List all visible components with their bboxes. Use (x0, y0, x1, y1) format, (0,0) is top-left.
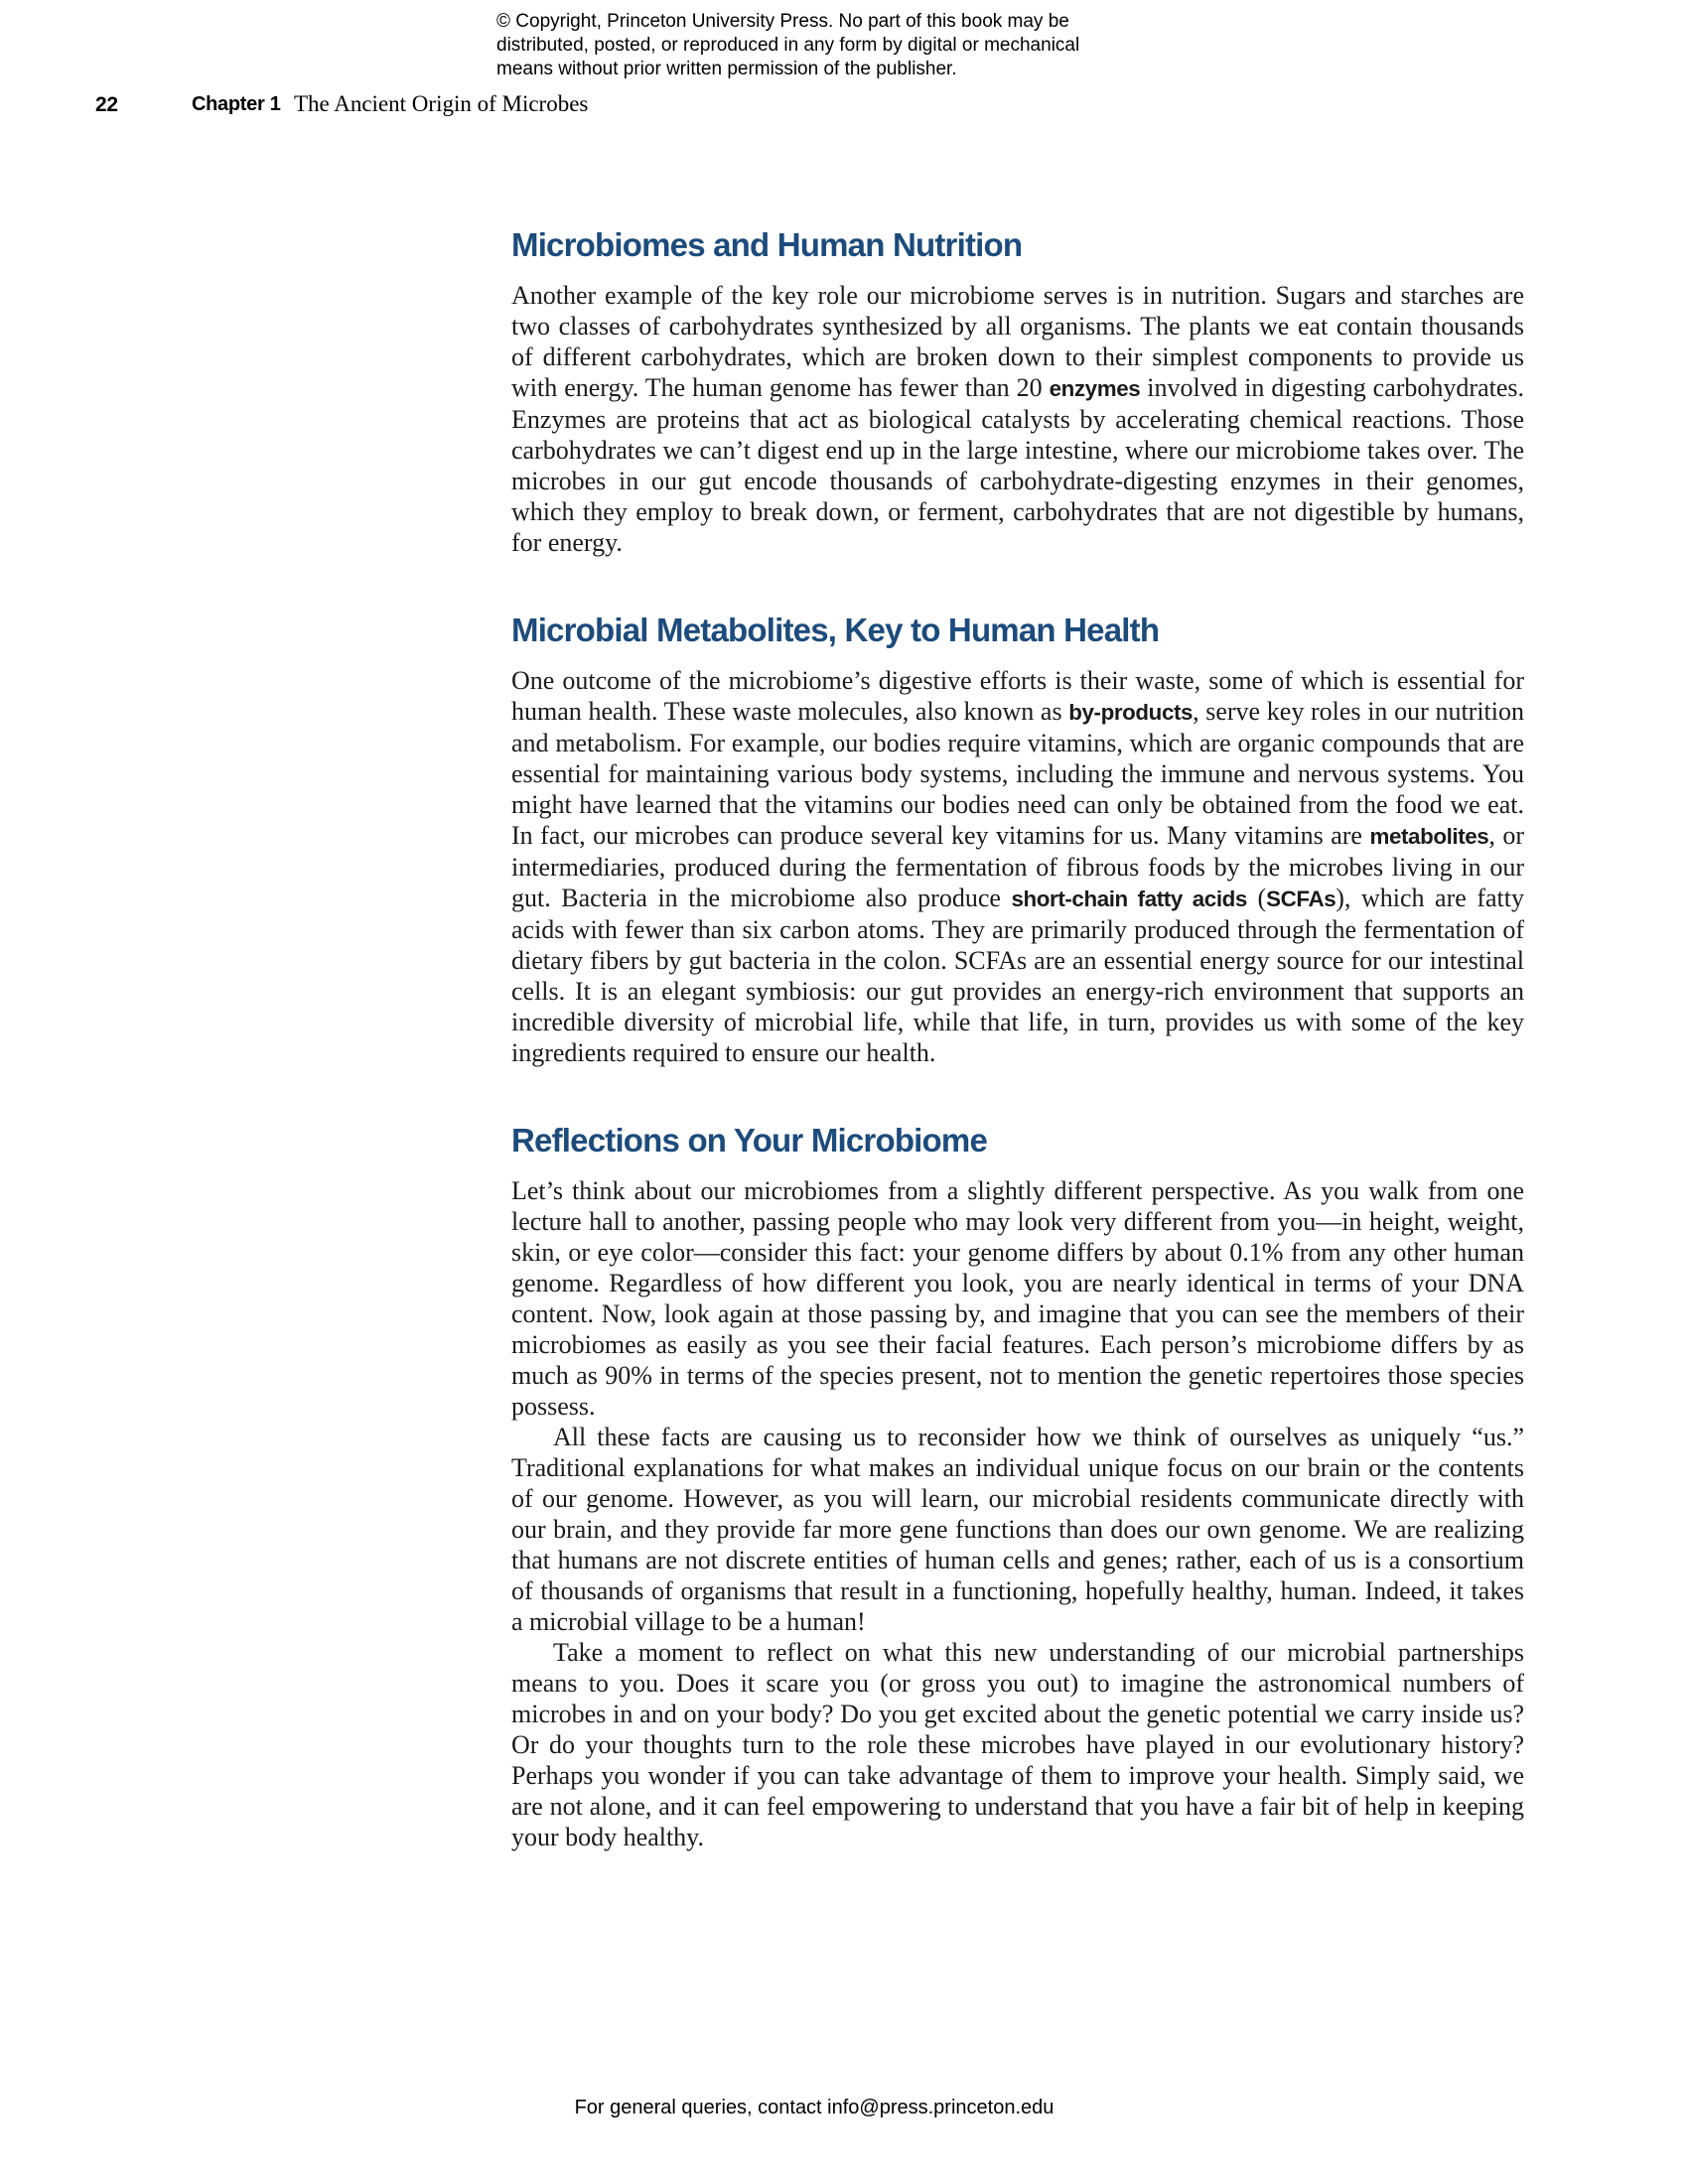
key-term: SCFAs (1266, 887, 1336, 911)
copyright-line: distributed, posted, or reproduced in any form by digital or mechanical (496, 35, 1080, 56)
copyright-notice (496, 10, 1079, 81)
key-term: enzymes (1049, 376, 1141, 401)
body-paragraph (511, 280, 1524, 558)
copyright-line: means without prior written permission of the publisher. (496, 59, 957, 79)
text-run: ( (1246, 884, 1267, 912)
key-term: metabolites (1369, 824, 1489, 849)
running-head (0, 93, 1688, 123)
section-heading: Microbial Metabolites, Key to Human Health (511, 612, 1160, 648)
body-paragraph (511, 665, 1524, 1068)
content-column (511, 226, 1524, 1852)
key-term: short-chain fatty acids (1011, 887, 1247, 911)
text-run: Take a moment to reflect on what this new understanding of our microbial partnerships means to you. Does it scare you (or gross you out) to imagine the astronomical numbers of microbes in and on your body? Do you get excited about the genetic potential we carry inside us? Or do your thoughts turn to the role these microbes have played in our evolutionary history? Perhaps you wonder if you can take advantage of them to improve your health. Simply said, we are not alone, and it can feel empowering to understand that you have a fair bit of help in keeping your body healthy. (511, 1638, 1524, 1851)
text-run: All these facts are causing us to reconsider how we think of ourselves as uniquely “us.” Traditional explanations for what makes an individual unique focus on our brain or the contents of our genome. However, as you will learn, our microbial residents communicate directly with our brain, and they provide far more gene functions than does our own genome. We are realizing that humans are not discrete entities of human cells and genes; rather, each of us is a consortium of thousands of organisms that result in a functioning, hopefully healthy, human. Indeed, it takes a microbial village to be a human! (511, 1423, 1524, 1636)
chapter-title: The Ancient Origin of Microbes (294, 91, 589, 116)
section-heading: Reflections on Your Microbiome (511, 1122, 988, 1159)
text-run: , or intermediaries, produced during the fermentation of fibrous foods by the microbes living in our gut. Bacteria in the microbiome also produce (511, 821, 1524, 912)
page-footer: For general queries, contact info@press.princeton.edu (574, 2097, 1055, 2118)
text-run: , serve key roles in our nutrition and metabolism. For example, our bodies require vitamins, which are organic compounds that are essential for maintaining various body systems, including the immune and nervous systems. You might have learned that the vitamins our bodies need can only be obtained from the food we eat. In fact, our microbes can produce several key vitamins for us. Many vitamins are (511, 697, 1525, 850)
copyright-line: © Copyright, Princeton University Press. No part of this book may be (496, 11, 1069, 32)
body-paragraph (511, 1637, 1524, 1852)
key-term: by-products (1068, 700, 1194, 725)
text-run: Another example of the key role our microbiome serves is in nutrition. Sugars and starches are two classes of carbohydrates synthesized by all organisms. The plants we eat contain thousands of different carbohydrates, which are broken down to their simplest components to provide us with energy. The human genome has fewer than 20 (511, 281, 1524, 402)
section-heading: Microbiomes and Human Nutrition (511, 226, 1023, 263)
text-run: ), which are fatty acids with fewer than six carbon atoms. They are primarily produced through the fermentation of dietary fibers by gut bacteria in the colon. SCFAs are an essential energy source for our intestinal cells. It is an elegant symbiosis: our gut provides an energy-rich environment that supports an incredible diversity of microbial life, while that life, in turn, provides us with some of the key ingredients required to ensure our health. (511, 884, 1524, 1067)
page-number: 22 (95, 93, 118, 116)
body-paragraph (511, 1175, 1524, 1422)
text-run: Let’s think about our microbiomes from a slightly different perspective. As you walk from one lecture hall to another, passing people who may look very different from you—in height, weight, skin, or eye color—consider this fact: your genome differs by about 0.1% from any other human genome. Regardless of how different you look, you are nearly identical in terms of your DNA content. Now, look again at those passing by, and imagine that you can see the members of their microbiomes as easily as you see their facial features. Each person’s microbiome differs by as much as 90% in terms of the species present, not to mention the genetic repertoires those species possess. (511, 1176, 1524, 1421)
chapter-label: Chapter 1 (192, 93, 281, 115)
body-paragraph (511, 1422, 1524, 1637)
text-run: involved in digesting carbohydrates. Enzymes are proteins that act as biological catalysts by accelerating chemical reactions. Those carbohydrates we can’t digest end up in the large intestine, where our microbiome takes over. The microbes in our gut encode thousands of carbohydrate-digesting enzymes in their genomes, which they employ to break down, or ferment, carbohydrates that are not digestible by humans, for energy. (511, 373, 1525, 557)
text-run: One outcome of the microbiome’s digestive efforts is their waste, some of which is essential for human health. These waste molecules, also known as (511, 666, 1524, 726)
